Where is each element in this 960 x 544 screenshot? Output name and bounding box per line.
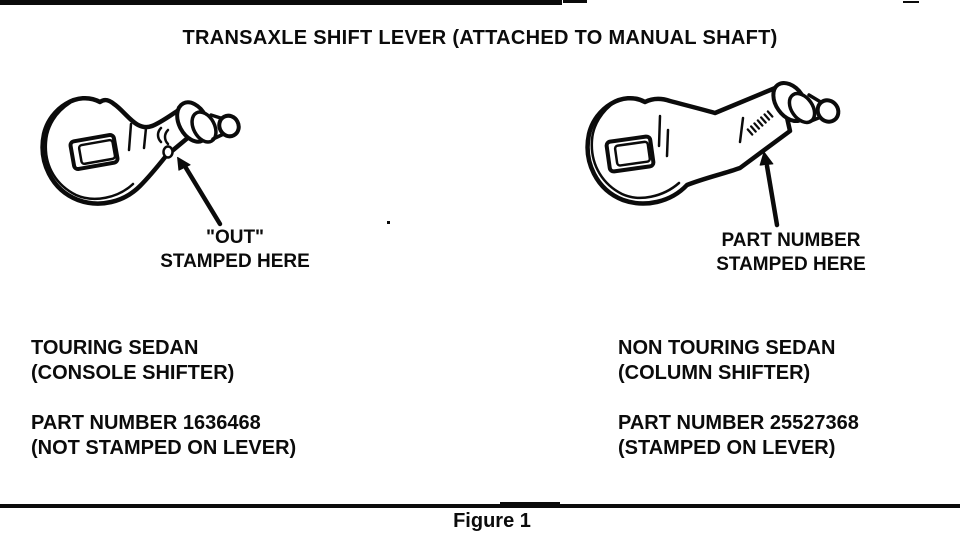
- left-stamp-callout-line2: STAMPED HERE: [160, 251, 310, 272]
- scan-speck: [387, 221, 390, 224]
- top-rule: [0, 0, 562, 5]
- callout-arrow-icon: [186, 168, 220, 224]
- left-part-line1: PART NUMBER 1636468: [31, 412, 261, 434]
- left-variant-line1: TOURING SEDAN: [31, 337, 199, 359]
- right-variant-label: [618, 336, 835, 386]
- right-part-line1: PART NUMBER 25527368: [618, 412, 859, 434]
- top-rule-fragment: [563, 0, 587, 3]
- right-stamp-callout-line2: STAMPED HERE: [716, 254, 866, 275]
- left-variant-line2: (CONSOLE SHIFTER): [31, 362, 235, 384]
- right-stamp-callout-line1: PART NUMBER: [721, 230, 861, 251]
- page-title: TRANSAXLE SHIFT LEVER (ATTACHED TO MANUAL SHAFT): [182, 27, 778, 49]
- right-part-number-label: [618, 411, 859, 461]
- crease-line: [659, 116, 660, 146]
- left-stamp-callout: [125, 226, 345, 274]
- right-part-line2: (STAMPED ON LEVER): [618, 437, 836, 459]
- left-lever-drawing: [30, 82, 260, 232]
- crease-line: [667, 130, 668, 156]
- scan-speck: [500, 502, 560, 504]
- left-part-line2: (NOT STAMPED ON LEVER): [31, 437, 297, 459]
- right-stamp-callout: [681, 229, 901, 277]
- bottom-rule: [0, 504, 960, 508]
- scan-speck: [903, 1, 919, 3]
- left-part-number-label: [31, 411, 296, 461]
- left-stamp-callout-line1: "OUT": [205, 227, 265, 248]
- stamp-spot: [164, 147, 173, 158]
- right-variant-line1: NON TOURING SEDAN: [618, 337, 836, 359]
- figure-caption: Figure 1: [453, 510, 531, 532]
- right-lever-drawing: [575, 80, 860, 235]
- left-variant-label: [31, 336, 234, 386]
- right-variant-line2: (COLUMN SHIFTER): [618, 362, 811, 384]
- callout-arrow-icon: [767, 166, 777, 225]
